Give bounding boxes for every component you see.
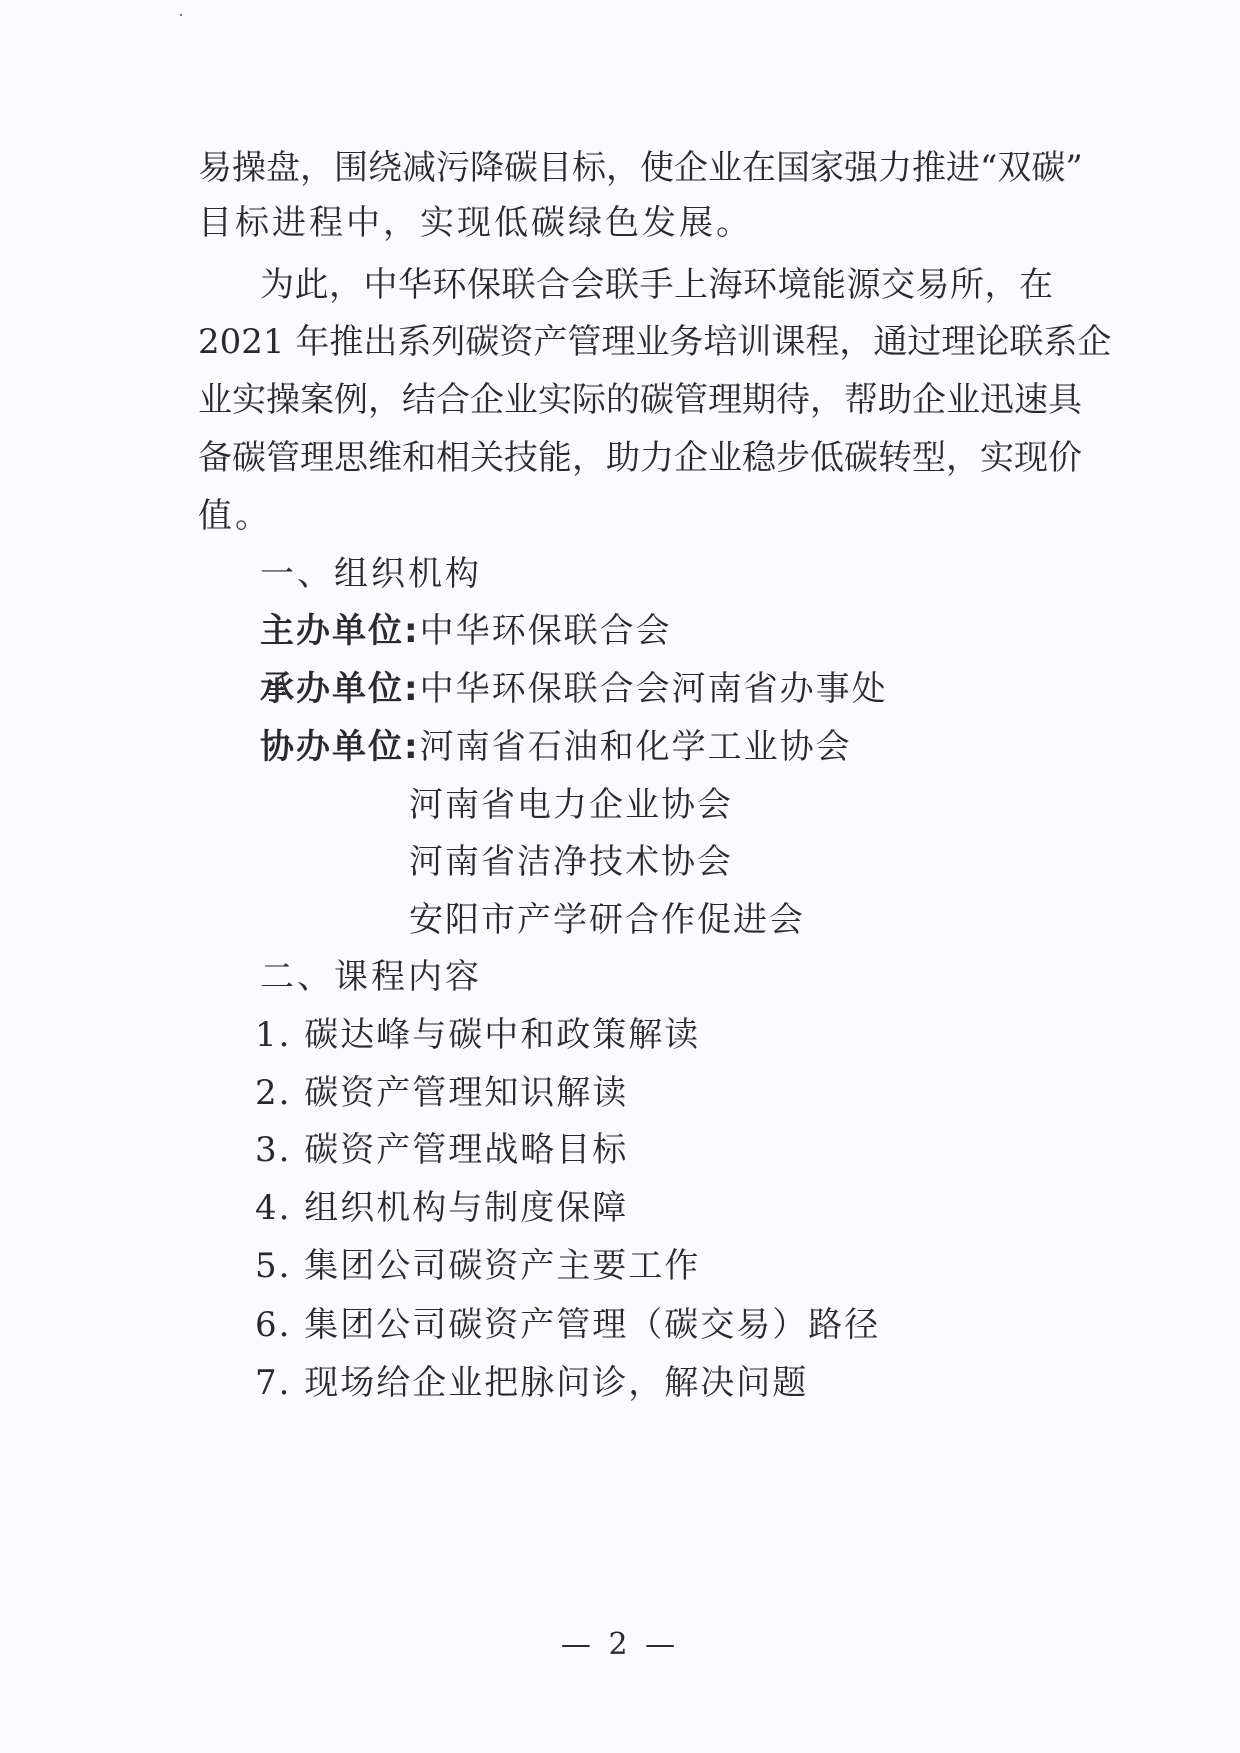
intro-line-1: 易操盘，围绕减污降碳目标，使企业在国家强力推进“双碳”	[198, 148, 1083, 188]
section-courses-heading: 二、课程内容	[260, 957, 482, 997]
main-paragraph-line-2: 2021 年推出系列碳资产管理业务培训课程，通过理论联系企	[198, 322, 1112, 362]
organizer-row	[260, 667, 888, 711]
co-organizer-row	[260, 725, 852, 769]
co-organizer-value: 河南省洁净技术协会	[409, 842, 733, 882]
co-organizer-label: 协办单位:	[260, 727, 420, 767]
intro-line-2: 目标进程中，实现低碳绿色发展。	[198, 203, 753, 243]
page-number: — 2 —	[560, 1627, 680, 1662]
organizer-label: 承办单位:	[260, 669, 420, 709]
course-item: 1. 碳达峰与碳中和政策解读	[255, 1015, 701, 1055]
host-label: 主办单位:	[260, 611, 420, 651]
main-paragraph-line-5: 值。	[198, 496, 272, 536]
course-item: 6. 集团公司碳资产管理（碳交易）路径	[255, 1305, 881, 1345]
course-item: 5. 集团公司碳资产主要工作	[255, 1246, 701, 1286]
main-paragraph-line-3: 业实操案例，结合企业实际的碳管理期待，帮助企业迅速具	[198, 380, 1082, 420]
course-item: 3. 碳资产管理战略目标	[255, 1130, 629, 1170]
organizer-value: 中华环保联合会河南省办事处	[419, 669, 888, 709]
host-row	[260, 609, 672, 653]
course-item: 2. 碳资产管理知识解读	[255, 1073, 629, 1113]
main-paragraph-line-4: 备碳管理思维和相关技能，助力企业稳步低碳转型，实现价	[198, 438, 1082, 478]
co-organizer-value: 安阳市产学研合作促进会	[409, 900, 805, 940]
scan-speck	[180, 14, 182, 16]
course-item: 4. 组织机构与制度保障	[255, 1188, 629, 1228]
co-organizer-value: 河南省石油和化学工业协会	[419, 727, 852, 767]
main-paragraph-line-1: 为此，中华环保联合会联手上海环境能源交易所，在	[260, 265, 1053, 305]
course-item: 7. 现场给企业把脉问诊，解决问题	[255, 1363, 809, 1403]
host-value: 中华环保联合会	[419, 611, 672, 651]
co-organizer-value: 河南省电力企业协会	[409, 785, 733, 825]
section-org-heading: 一、组织机构	[260, 554, 482, 594]
